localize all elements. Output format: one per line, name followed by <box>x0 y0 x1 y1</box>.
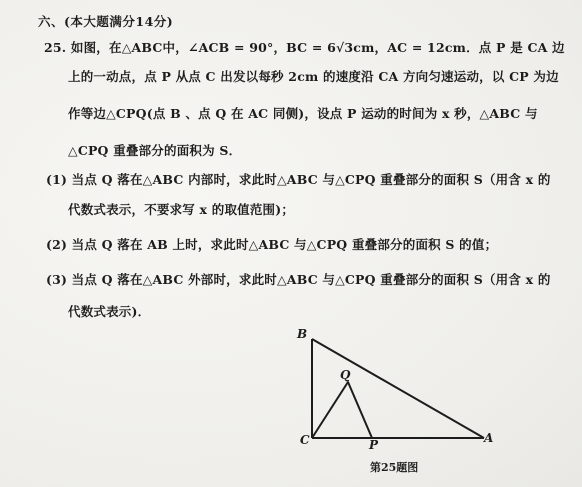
question-3-line-2: 代数式表示)． <box>68 304 151 319</box>
figure-caption: 第25题图 <box>370 461 419 474</box>
problem-statement-line-1: 25. 如图，在△ABC中，∠ACB = 90°，BC = 6√3cm，AC = 12cm．点 P 是 CA 边 <box>44 40 565 55</box>
question-1-line-2: 代数式表示，不要求写 x 的取值范围)； <box>68 202 295 217</box>
question-2: (2) 当点 Q 落在 AB 上时，求此时△ABC 与△CPQ 重叠部分的面积 S 的值； <box>46 237 498 252</box>
label-p: P <box>369 438 379 452</box>
label-q: Q <box>340 368 351 382</box>
segment-ab <box>312 339 484 438</box>
label-a: A <box>484 431 494 445</box>
problem-statement-line-4: △CPQ 重叠部分的面积为 S． <box>68 143 242 158</box>
question-1-line-1: (1) 当点 Q 落在△ABC 内部时，求此时△ABC 与△CPQ 重叠部分的面积 S（用含 x 的 <box>46 172 551 187</box>
problem-statement-line-3: 作等边△CPQ(点 B 、点 Q 在 AC 同侧)，设点 P 运动的时间为 x 秒，△ABC 与 <box>68 106 538 121</box>
section-title: 六、(本大题满分14分) <box>38 14 174 29</box>
segment-qp <box>348 382 372 438</box>
segment-cq <box>312 382 348 438</box>
label-c: C <box>300 433 310 447</box>
label-b: B <box>297 327 308 341</box>
question-3-line-1: (3) 当点 Q 落在△ABC 外部时，求此时△ABC 与△CPQ 重叠部分的面积 S（用含 x 的 <box>46 272 551 287</box>
problem-statement-line-2: 上的一动点，点 P 从点 C 出发以每秒 2cm 的速度沿 CA 方向匀速运动，以 CP 为边 <box>68 69 559 84</box>
